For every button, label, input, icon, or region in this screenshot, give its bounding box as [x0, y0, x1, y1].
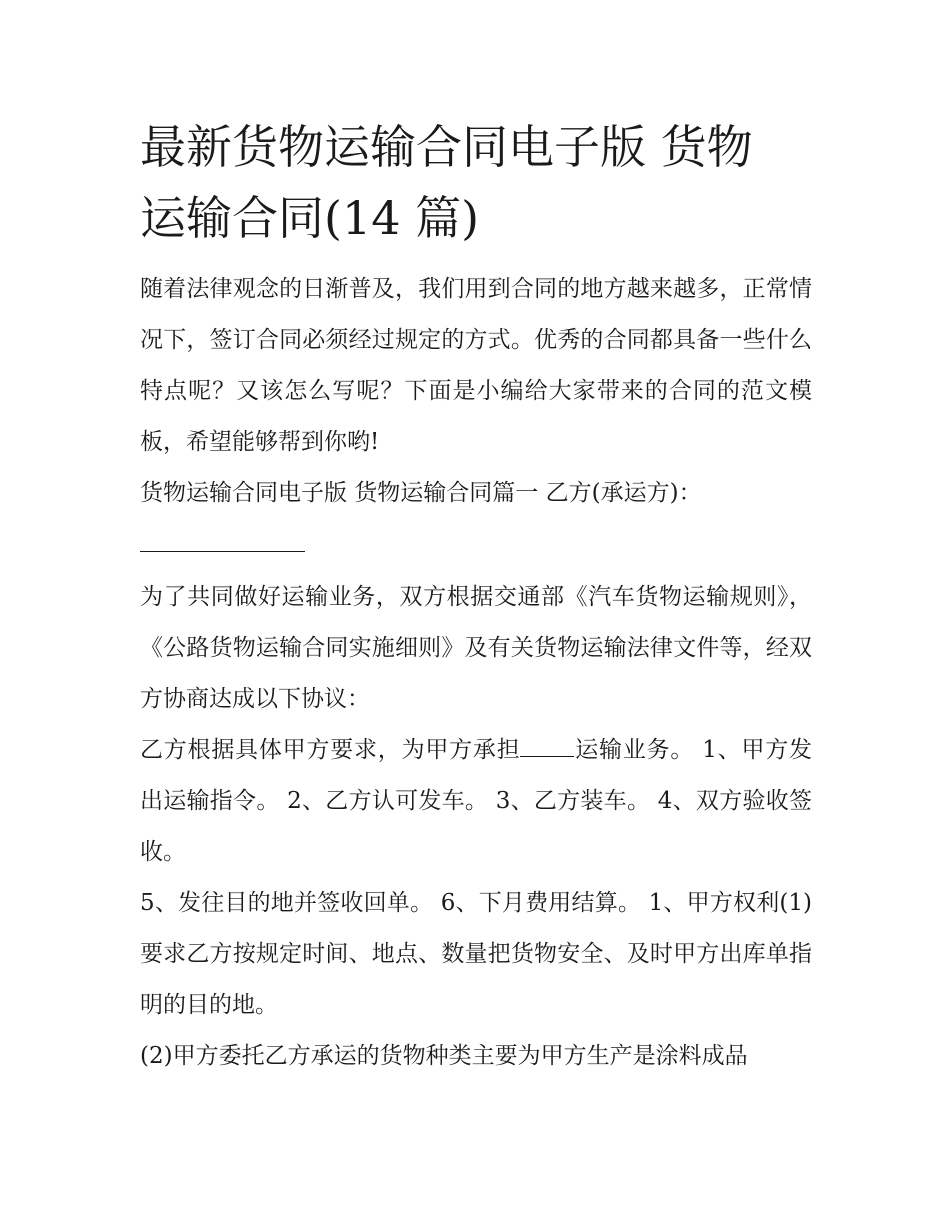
document-body	[140, 112, 812, 1082]
title-line-2: 运输合同(14 篇)	[140, 191, 480, 245]
steps-paragraph: 5、发往目的地并签收回单。 6、下月费用结算。 1、甲方权利(1)要求乙方按规定时间、地点、数量把货物安全、及时甲方出库单指明的目的地。	[140, 890, 812, 1018]
document-title	[140, 112, 812, 254]
title-line-1: 最新货物运输合同电子版 货物	[140, 120, 753, 174]
item-2-paragraph: (2)甲方委托乙方承运的货物种类主要为甲方生产是涂料成品	[140, 1043, 748, 1069]
purpose-paragraph: 为了共同做好运输业务，双方根据交通部《汽车货物运输规则》，《公路货物运输合同实施细则》及有关货物运输法律文件等，经双方协商达成以下协议：	[140, 584, 812, 712]
section-heading: 货物运输合同电子版 货物运输合同篇一 乙方(承运方)：	[140, 480, 702, 506]
service-text-before: 乙方根据具体甲方要求，为甲方承担	[140, 737, 521, 763]
intro-paragraph: 随着法律观念的日渐普及，我们用到合同的地方越来越多，正常情况下，签订合同必须经过规定的方式。优秀的合同都具备一些什么特点呢？又该怎么写呢？下面是小编给大家带来的合同的范文模板，希望能够帮到你哟!	[140, 276, 812, 455]
signature-blank-line	[140, 551, 305, 552]
service-text-after: 运输业务。 1、甲方发出运输指令。 2、乙方认可发车。 3、乙方装车。 4、双方验收签收。	[140, 737, 813, 865]
fill-in-blank	[520, 736, 574, 757]
service-paragraph	[140, 725, 812, 878]
